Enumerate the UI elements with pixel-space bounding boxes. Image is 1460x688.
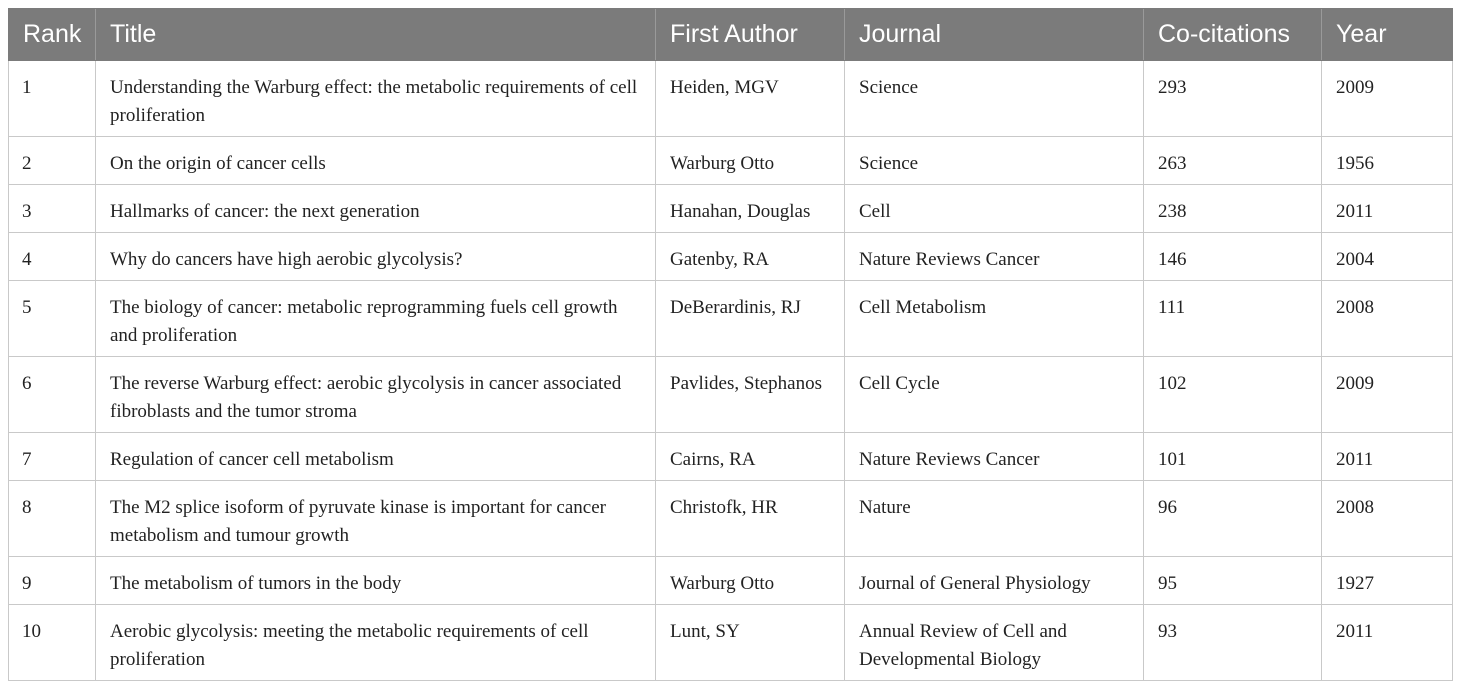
table-header xyxy=(9,9,1453,61)
cell-rank: 1 xyxy=(9,61,96,137)
cell-co-citations: 96 xyxy=(1144,481,1322,557)
cell-journal: Journal of General Physiology xyxy=(845,557,1144,605)
table-row xyxy=(9,233,1453,281)
cell-co-citations: 93 xyxy=(1144,605,1322,681)
cell-title: Hallmarks of cancer: the next generation xyxy=(96,185,656,233)
table-row xyxy=(9,557,1453,605)
header-rank: Rank xyxy=(9,9,96,61)
table-row xyxy=(9,61,1453,137)
table-row xyxy=(9,137,1453,185)
cell-title: The metabolism of tumors in the body xyxy=(96,557,656,605)
cell-journal: Annual Review of Cell and Developmental Biology xyxy=(845,605,1144,681)
cell-journal: Science xyxy=(845,61,1144,137)
cell-first-author: Warburg Otto xyxy=(656,557,845,605)
cell-co-citations: 146 xyxy=(1144,233,1322,281)
cell-year: 1927 xyxy=(1322,557,1453,605)
table-row xyxy=(9,185,1453,233)
header-year: Year xyxy=(1322,9,1453,61)
cell-title: Understanding the Warburg effect: the metabolic requirements of cell proliferation xyxy=(96,61,656,137)
cell-first-author: DeBerardinis, RJ xyxy=(656,281,845,357)
cell-title: The M2 splice isoform of pyruvate kinase is important for cancer metabolism and tumour growth xyxy=(96,481,656,557)
header-journal: Journal xyxy=(845,9,1144,61)
cell-co-citations: 101 xyxy=(1144,433,1322,481)
table-row xyxy=(9,433,1453,481)
cell-year: 2009 xyxy=(1322,61,1453,137)
cell-first-author: Gatenby, RA xyxy=(656,233,845,281)
cell-co-citations: 102 xyxy=(1144,357,1322,433)
cell-co-citations: 263 xyxy=(1144,137,1322,185)
co-citation-table-container xyxy=(8,8,1452,681)
cell-journal: Cell Metabolism xyxy=(845,281,1144,357)
cell-first-author: Pavlides, Stephanos xyxy=(656,357,845,433)
cell-first-author: Cairns, RA xyxy=(656,433,845,481)
cell-first-author: Christofk, HR xyxy=(656,481,845,557)
header-first-author: First Author xyxy=(656,9,845,61)
cell-title: The reverse Warburg effect: aerobic glycolysis in cancer associated fibroblasts and the tumor stroma xyxy=(96,357,656,433)
cell-rank: 7 xyxy=(9,433,96,481)
cell-year: 2009 xyxy=(1322,357,1453,433)
cell-year: 2008 xyxy=(1322,281,1453,357)
cell-year: 2011 xyxy=(1322,433,1453,481)
cell-year: 1956 xyxy=(1322,137,1453,185)
cell-title: Regulation of cancer cell metabolism xyxy=(96,433,656,481)
cell-co-citations: 293 xyxy=(1144,61,1322,137)
cell-year: 2004 xyxy=(1322,233,1453,281)
table-body xyxy=(9,61,1453,681)
cell-year: 2011 xyxy=(1322,185,1453,233)
cell-rank: 9 xyxy=(9,557,96,605)
cell-journal: Nature xyxy=(845,481,1144,557)
header-co-citations: Co-citations xyxy=(1144,9,1322,61)
cell-rank: 3 xyxy=(9,185,96,233)
cell-first-author: Heiden, MGV xyxy=(656,61,845,137)
cell-rank: 4 xyxy=(9,233,96,281)
table-row xyxy=(9,357,1453,433)
cell-title: Aerobic glycolysis: meeting the metabolic requirements of cell proliferation xyxy=(96,605,656,681)
table-row xyxy=(9,281,1453,357)
cell-title: The biology of cancer: metabolic reprogramming fuels cell growth and proliferation xyxy=(96,281,656,357)
cell-title: On the origin of cancer cells xyxy=(96,137,656,185)
cell-title: Why do cancers have high aerobic glycolysis? xyxy=(96,233,656,281)
cell-rank: 2 xyxy=(9,137,96,185)
cell-journal: Nature Reviews Cancer xyxy=(845,233,1144,281)
cell-rank: 6 xyxy=(9,357,96,433)
header-row xyxy=(9,9,1453,61)
cell-journal: Science xyxy=(845,137,1144,185)
cell-rank: 5 xyxy=(9,281,96,357)
table-row xyxy=(9,605,1453,681)
cell-first-author: Lunt, SY xyxy=(656,605,845,681)
cell-co-citations: 111 xyxy=(1144,281,1322,357)
cell-co-citations: 95 xyxy=(1144,557,1322,605)
cell-journal: Cell Cycle xyxy=(845,357,1144,433)
cell-first-author: Warburg Otto xyxy=(656,137,845,185)
cell-co-citations: 238 xyxy=(1144,185,1322,233)
cell-journal: Nature Reviews Cancer xyxy=(845,433,1144,481)
table-row xyxy=(9,481,1453,557)
cell-first-author: Hanahan, Douglas xyxy=(656,185,845,233)
cell-rank: 8 xyxy=(9,481,96,557)
cell-journal: Cell xyxy=(845,185,1144,233)
co-citation-table xyxy=(8,8,1453,681)
cell-rank: 10 xyxy=(9,605,96,681)
cell-year: 2008 xyxy=(1322,481,1453,557)
header-title: Title xyxy=(96,9,656,61)
cell-year: 2011 xyxy=(1322,605,1453,681)
